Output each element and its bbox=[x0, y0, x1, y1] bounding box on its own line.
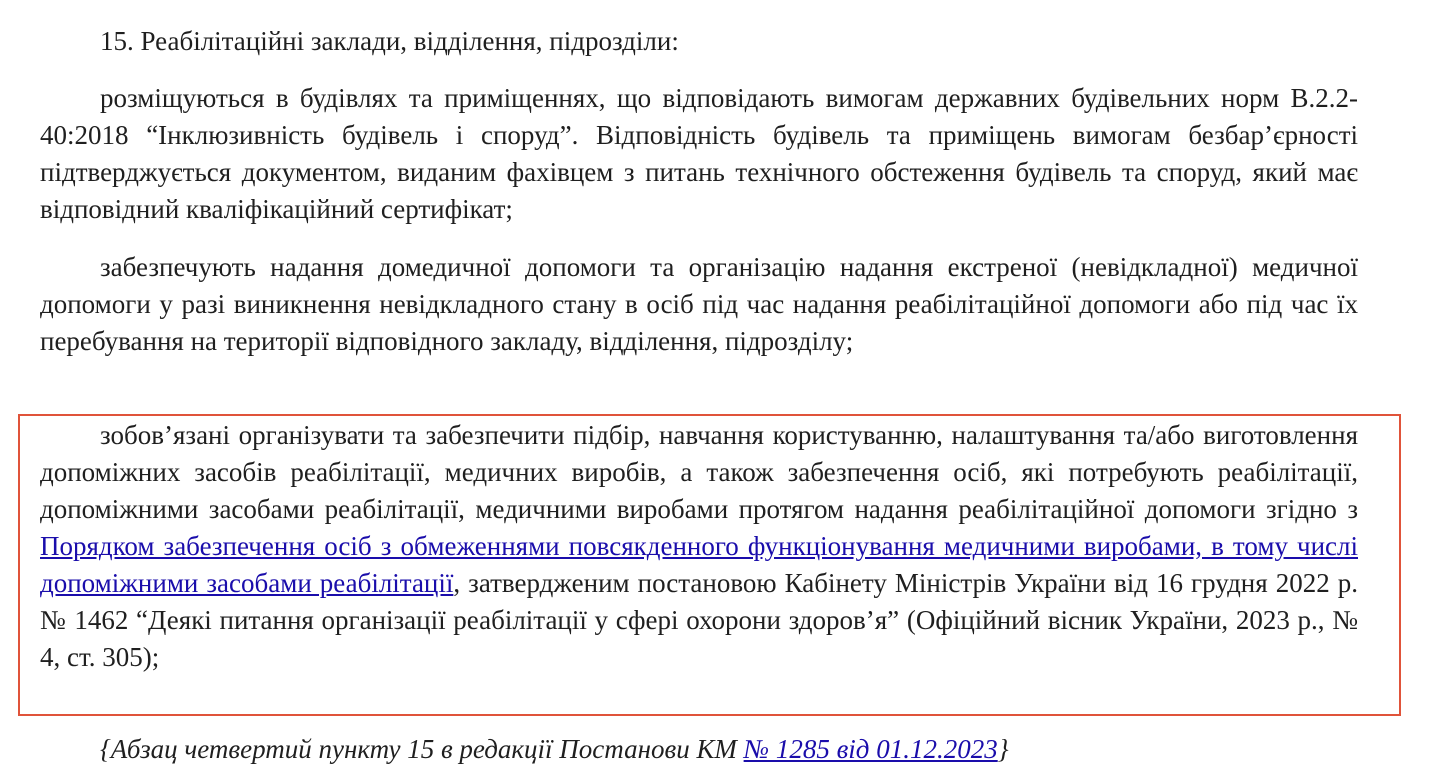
section-heading: 15. Реабілітаційні заклади, відділення, підрозділи: bbox=[100, 26, 679, 56]
paragraph-assistive-devices bbox=[40, 417, 1358, 676]
paragraph-text-before-link: зобов’язані організувати та забезпечити підбір, навчання користуванню, налаштування та/або виготовлення допоміжних засобів реабілітації, медичних виробів, а також забезпечення осіб, які потребують реабілітації, допоміжними засобами реабілітації, медичними виробами протягом надання реабілітаційної допомоги згідно з bbox=[40, 420, 1358, 524]
paragraph-text-after-link: , затвердженим постановою Кабінету Міністрів України від 16 грудня 2022 р. № 1462 “Деякі питання організації реабілітації у сфері охорони здоров’я” (Офіційний вісник України, 2023 р., № 4, ст. 305); bbox=[40, 568, 1358, 672]
edition-note bbox=[100, 731, 1009, 768]
paragraph-placement: розміщуються в будівлях та приміщеннях, що відповідають вимогам державних будівельних норм В.2.2-40:2018 “Інклюзивність будівель і споруд”. Відповідність будівель та приміщень вимогам безбар’єрності підтверджується документом, виданим фахівцем з питань технічного обстеження будівель та споруд, який має відповідний кваліфікаційний сертифікат; bbox=[40, 83, 1358, 224]
edition-note-suffix: } bbox=[997, 734, 1009, 764]
paragraph-first-aid: забезпечують надання домедичної допомоги та організацію надання екстреної (невідкладної) медичної допомоги у разі виникнення невідкладного стану в осіб під час надання реабілітаційної допомоги або під час їх перебування на території відповідного закладу, відділення, підрозділу; bbox=[40, 252, 1358, 356]
resolution-link[interactable]: № 1285 від 01.12.2023 bbox=[743, 734, 998, 764]
procedure-link[interactable]: Порядком забезпечення осіб з обмеженнями повсякденного функціонування медичними виробами, в тому числі допоміжними засобами реабілітації bbox=[40, 531, 1358, 598]
edition-note-prefix: {Абзац четвертий пункту 15 в редакції Постанови КМ bbox=[100, 734, 744, 764]
